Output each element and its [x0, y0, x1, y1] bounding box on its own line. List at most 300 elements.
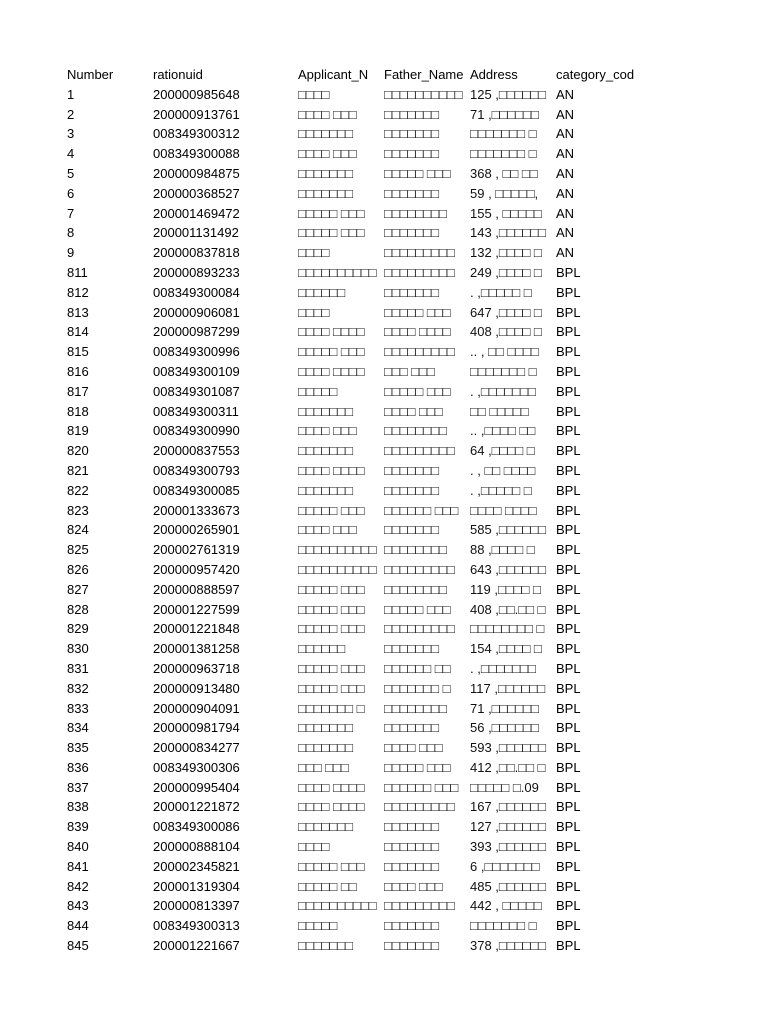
cell-rationuid: 200000963718: [153, 660, 240, 676]
cell-father-name: □□□□ □□□: [384, 740, 443, 756]
cell-address: 143 ,□□□□□□: [470, 225, 547, 241]
cell-number: 8: [67, 225, 75, 241]
cell-applicant-name: □□□□□□□: [298, 185, 353, 201]
cell-father-name: □□□□□□□□: [384, 542, 447, 558]
cell-father-name: □□□□□□□: [384, 126, 439, 142]
cell-number: 811: [67, 264, 88, 280]
cell-number: 819: [67, 423, 89, 439]
table-row: [67, 303, 656, 323]
table-row: [67, 916, 656, 936]
cell-number: 828: [67, 601, 89, 617]
cell-applicant-name: □□□□: [298, 86, 330, 102]
cell-number: 822: [67, 482, 89, 498]
cell-rationuid: 200000837553: [153, 443, 240, 459]
cell-father-name: □□□□□□□: [384, 106, 439, 122]
cell-address: 64 ,□□□□ □: [470, 443, 535, 459]
table-row: [67, 184, 656, 204]
cell-father-name: □□□□□□□□□: [384, 621, 455, 637]
cell-applicant-name: □□□□: [298, 304, 330, 320]
cell-father-name: □□□□□□□: [384, 938, 439, 954]
cell-rationuid: 200001381258: [153, 641, 240, 657]
cell-category-code: BPL: [556, 403, 581, 419]
cell-rationuid: 008349300312: [153, 126, 240, 142]
cell-number: 844: [67, 918, 89, 934]
cell-rationuid: 200000985648: [153, 86, 240, 102]
cell-category-code: BPL: [556, 522, 581, 538]
cell-address: 71 ,□□□□□□: [470, 106, 539, 122]
cell-address: 393 ,□□□□□□: [470, 839, 547, 855]
cell-number: 825: [67, 542, 89, 558]
cell-applicant-name: □□□□□□□□□□: [298, 542, 377, 558]
cell-address: .. ,□□□□ □□: [470, 423, 536, 439]
table-row: [67, 441, 656, 461]
cell-address: 408 ,□□.□□ □: [470, 601, 546, 617]
header-applicant-name: Applicant_N: [298, 67, 369, 82]
cell-address: 125 ,□□□□□□: [470, 86, 547, 102]
table-row: [67, 936, 656, 956]
cell-number: 835: [67, 740, 89, 756]
cell-father-name: □□□□□□□□□: [384, 898, 455, 914]
cell-category-code: BPL: [556, 462, 581, 478]
cell-father-name: □□□□□□□: [384, 284, 439, 300]
cell-father-name: □□□□□ □□□: [384, 304, 451, 320]
cell-category-code: AN: [556, 126, 575, 142]
cell-rationuid: 200001221872: [153, 799, 240, 815]
cell-applicant-name: □□□□□□□□□□: [298, 898, 377, 914]
cell-category-code: AN: [556, 245, 575, 261]
cell-father-name: □□□□ □□□: [384, 878, 443, 894]
cell-number: 839: [67, 819, 89, 835]
cell-category-code: AN: [556, 106, 575, 122]
cell-number: 820: [67, 443, 89, 459]
cell-father-name: □□□□□□□□: [384, 581, 447, 597]
cell-address: 378 ,□□□□□□: [470, 938, 547, 954]
cell-applicant-name: □□□□□□□: [298, 482, 353, 498]
cell-rationuid: 200001469472: [153, 205, 240, 221]
table-row: [67, 402, 656, 422]
cell-father-name: □□□□□□□: [384, 146, 439, 162]
cell-address: □□□□□□□ □: [470, 363, 537, 379]
cell-category-code: AN: [556, 185, 575, 201]
cell-father-name: □□□□□□□□: [384, 423, 447, 439]
cell-category-code: BPL: [556, 502, 581, 518]
cell-number: 815: [67, 344, 89, 360]
table-row: [67, 421, 656, 441]
cell-applicant-name: □□□□□□□: [298, 720, 353, 736]
header-address: Address: [470, 67, 518, 82]
cell-applicant-name: □□□□□□: [298, 284, 346, 300]
cell-address: 132 ,□□□□ □: [470, 245, 542, 261]
table-row: [67, 144, 656, 164]
table-row: [67, 837, 656, 857]
cell-father-name: □□□□□□□: [384, 462, 439, 478]
cell-number: 817: [67, 383, 89, 399]
cell-rationuid: 008349300086: [153, 819, 240, 835]
cell-father-name: □□□□□ □□□: [384, 601, 451, 617]
table-row: [67, 501, 656, 521]
cell-father-name: □□□□□□□□□: [384, 264, 455, 280]
cell-rationuid: 200001227599: [153, 601, 240, 617]
cell-rationuid: 200000813397: [153, 898, 240, 914]
cell-applicant-name: □□□□□ □□□: [298, 205, 365, 221]
table-row: [67, 738, 656, 758]
cell-category-code: AN: [556, 165, 575, 181]
cell-address: □□ □□□□□: [470, 403, 529, 419]
cell-rationuid: 200000957420: [153, 561, 240, 577]
cell-applicant-name: □□□□ □□□□: [298, 363, 365, 379]
cell-rationuid: 008349300109: [153, 363, 240, 379]
cell-number: 1: [67, 86, 75, 102]
cell-father-name: □□□□□□□ □: [384, 680, 451, 696]
table-row: [67, 659, 656, 679]
cell-applicant-name: □□□□□ □□□: [298, 858, 365, 874]
cell-address: 585 ,□□□□□□: [470, 522, 547, 538]
table-row: [67, 461, 656, 481]
cell-category-code: BPL: [556, 819, 581, 835]
table-body: [67, 85, 656, 956]
cell-father-name: □□□□□□ □□: [384, 660, 451, 676]
cell-number: 837: [67, 779, 89, 795]
cell-father-name: □□□□□□□: [384, 858, 439, 874]
cell-address: □□□□□□□ □: [470, 126, 537, 142]
cell-number: 7: [67, 205, 75, 221]
table-row: [67, 639, 656, 659]
cell-address: 117 ,□□□□□□: [470, 680, 546, 696]
cell-category-code: BPL: [556, 264, 581, 280]
cell-category-code: BPL: [556, 324, 581, 340]
cell-applicant-name: □□□□□□□: [298, 403, 353, 419]
cell-applicant-name: □□□□ □□□: [298, 522, 357, 538]
cell-father-name: □□□□□□□: [384, 185, 439, 201]
cell-rationuid: 200000893233: [153, 264, 240, 280]
cell-applicant-name: □□□□□□□: [298, 443, 353, 459]
cell-father-name: □□□□□□□: [384, 819, 439, 835]
cell-father-name: □□□□□□□□□□: [384, 86, 463, 102]
cell-category-code: BPL: [556, 284, 581, 300]
cell-category-code: BPL: [556, 383, 581, 399]
cell-rationuid: 200000984875: [153, 165, 240, 181]
table-row: [67, 857, 656, 877]
cell-number: 827: [67, 581, 89, 597]
cell-number: 5: [67, 165, 75, 181]
cell-number: 3: [67, 126, 75, 142]
cell-category-code: AN: [556, 86, 575, 102]
cell-rationuid: 200000913480: [153, 680, 240, 696]
cell-rationuid: 008349300306: [153, 759, 240, 775]
cell-address: . ,□□□□□ □: [470, 482, 532, 498]
cell-number: 845: [67, 938, 89, 954]
table-row: [67, 520, 656, 540]
cell-rationuid: 008349300996: [153, 344, 240, 360]
cell-applicant-name: □□□□□ □□□: [298, 225, 365, 241]
cell-number: 840: [67, 839, 89, 855]
cell-father-name: □□□□□□□□: [384, 205, 447, 221]
cell-category-code: BPL: [556, 839, 581, 855]
cell-father-name: □□□□ □□□□: [384, 324, 451, 340]
cell-category-code: BPL: [556, 700, 581, 716]
table-row: [67, 164, 656, 184]
cell-category-code: BPL: [556, 542, 581, 558]
table-row: [67, 263, 656, 283]
table-row: [67, 322, 656, 342]
cell-applicant-name: □□□□□ □□□: [298, 601, 365, 617]
cell-number: 823: [67, 502, 89, 518]
cell-address: 127 ,□□□□□□: [470, 819, 547, 835]
cell-address: □□□□□ □.09: [470, 779, 539, 795]
cell-father-name: □□□□□ □□□: [384, 165, 451, 181]
cell-number: 830: [67, 641, 89, 657]
cell-address: 412 ,□□.□□ □: [470, 759, 546, 775]
cell-rationuid: 200000913761: [153, 106, 240, 122]
header-number: Number: [67, 67, 114, 82]
cell-address: 119 ,□□□□ □: [470, 581, 541, 597]
cell-rationuid: 008349300793: [153, 462, 240, 478]
table-row: [67, 778, 656, 798]
cell-rationuid: 200001319304: [153, 878, 240, 894]
cell-address: 643 ,□□□□□□: [470, 561, 547, 577]
cell-number: 831: [67, 660, 89, 676]
cell-father-name: □□□□□ □□□: [384, 759, 451, 775]
header-row: [67, 65, 656, 85]
cell-father-name: □□□□ □□□: [384, 403, 443, 419]
header-father-name: Father_Name: [384, 67, 464, 82]
cell-rationuid: 008349300085: [153, 482, 240, 498]
cell-category-code: BPL: [556, 898, 581, 914]
cell-category-code: AN: [556, 146, 575, 162]
cell-rationuid: 200001221848: [153, 621, 240, 637]
table-row: [67, 758, 656, 778]
cell-address: . ,□□□□□□□: [470, 660, 536, 676]
cell-category-code: BPL: [556, 938, 581, 954]
cell-category-code: BPL: [556, 858, 581, 874]
cell-category-code: BPL: [556, 759, 581, 775]
cell-father-name: □□□□□□ □□□: [384, 779, 459, 795]
cell-category-code: BPL: [556, 660, 581, 676]
table-row: [67, 481, 656, 501]
cell-number: 814: [67, 324, 89, 340]
cell-father-name: □□□□□□□□: [384, 700, 447, 716]
cell-applicant-name: □□□□□□□: [298, 740, 353, 756]
cell-address: 154 ,□□□□ □: [470, 641, 542, 657]
cell-address: □□□□□□□ □: [470, 146, 537, 162]
cell-address: . , □□ □□□□: [470, 462, 536, 478]
cell-category-code: AN: [556, 205, 575, 221]
cell-rationuid: 200000987299: [153, 324, 240, 340]
cell-category-code: BPL: [556, 581, 581, 597]
table-row: [67, 560, 656, 580]
cell-address: 71 ,□□□□□□: [470, 700, 539, 716]
cell-number: 812: [67, 284, 89, 300]
cell-address: □□□□□□□□ □: [470, 621, 545, 637]
cell-applicant-name: □□□□: [298, 839, 330, 855]
cell-father-name: □□□□□□□□□: [384, 561, 455, 577]
cell-applicant-name: □□□□□□□□□□: [298, 264, 377, 280]
cell-address: 408 ,□□□□ □: [470, 324, 542, 340]
cell-category-code: BPL: [556, 641, 581, 657]
cell-address: 485 ,□□□□□□: [470, 878, 547, 894]
cell-applicant-name: □□□□□ □□□: [298, 502, 365, 518]
cell-number: 833: [67, 700, 89, 716]
cell-address: 593 ,□□□□□□: [470, 740, 547, 756]
cell-applicant-name: □□□□□: [298, 383, 338, 399]
cell-address: 88 ,□□□□ □: [470, 542, 535, 558]
cell-applicant-name: □□□□□ □□□: [298, 660, 365, 676]
table-row: [67, 679, 656, 699]
cell-number: 6: [67, 185, 75, 201]
cell-rationuid: 200000837818: [153, 245, 240, 261]
cell-applicant-name: □□□□□ □□: [298, 878, 357, 894]
table-row: [67, 283, 656, 303]
cell-father-name: □□□□□□□: [384, 482, 439, 498]
cell-category-code: BPL: [556, 304, 581, 320]
cell-address: 647 ,□□□□ □: [470, 304, 542, 320]
spreadsheet-table: [67, 65, 656, 956]
cell-applicant-name: □□□□□□□□□□: [298, 561, 377, 577]
cell-rationuid: 008349300088: [153, 146, 240, 162]
table-row: [67, 204, 656, 224]
cell-father-name: □□□□□□□□□: [384, 344, 455, 360]
cell-applicant-name: □□□□□ □□□: [298, 344, 365, 360]
cell-rationuid: 200000368527: [153, 185, 240, 201]
cell-father-name: □□□□□□□: [384, 918, 439, 934]
cell-applicant-name: □□□□□ □□□: [298, 621, 365, 637]
cell-address: □□□□ □□□□: [470, 502, 537, 518]
table-row: [67, 85, 656, 105]
cell-number: 842: [67, 878, 89, 894]
table-row: [67, 877, 656, 897]
cell-applicant-name: □□□□□□□ □: [298, 700, 365, 716]
cell-category-code: BPL: [556, 363, 581, 379]
cell-number: 824: [67, 522, 89, 538]
cell-number: 821: [67, 462, 89, 478]
cell-address: . ,□□□□□ □: [470, 284, 532, 300]
cell-category-code: BPL: [556, 799, 581, 815]
cell-address: 59 , □□□□□,: [470, 185, 539, 201]
cell-applicant-name: □□□□ □□□□: [298, 462, 365, 478]
cell-number: 4: [67, 146, 75, 162]
cell-number: 826: [67, 561, 89, 577]
table-row: [67, 540, 656, 560]
cell-rationuid: 200002345821: [153, 858, 240, 874]
cell-address: .. , □□ □□□□: [470, 344, 539, 360]
table-row: [67, 124, 656, 144]
cell-applicant-name: □□□□: [298, 245, 330, 261]
cell-address: 368 , □□ □□: [470, 165, 538, 181]
cell-father-name: □□□□□□ □□□: [384, 502, 459, 518]
table-row: [67, 699, 656, 719]
table-row: [67, 382, 656, 402]
cell-address: 6 ,□□□□□□□: [470, 858, 540, 874]
cell-applicant-name: □□□□ □□□: [298, 146, 357, 162]
table-row: [67, 817, 656, 837]
cell-rationuid: 008349300311: [153, 403, 239, 419]
cell-number: 813: [67, 304, 89, 320]
cell-applicant-name: □□□□□□: [298, 641, 346, 657]
cell-rationuid: 008349300084: [153, 284, 240, 300]
cell-number: 818: [67, 403, 89, 419]
cell-category-code: BPL: [556, 720, 581, 736]
cell-rationuid: 200000888597: [153, 581, 240, 597]
table-row: [67, 223, 656, 243]
cell-applicant-name: □□□□ □□□□: [298, 324, 365, 340]
cell-category-code: BPL: [556, 621, 581, 637]
table-row: [67, 243, 656, 263]
cell-rationuid: 200001333673: [153, 502, 240, 518]
cell-applicant-name: □□□□ □□□: [298, 106, 357, 122]
cell-father-name: □□□ □□□: [384, 363, 435, 379]
table-row: [67, 362, 656, 382]
cell-father-name: □□□□□□□□□: [384, 443, 455, 459]
cell-number: 829: [67, 621, 89, 637]
cell-applicant-name: □□□□ □□□□: [298, 799, 365, 815]
cell-category-code: BPL: [556, 601, 581, 617]
table-row: [67, 580, 656, 600]
cell-rationuid: 200000904091: [153, 700, 240, 716]
cell-rationuid: 200000265901: [153, 522, 240, 538]
cell-category-code: BPL: [556, 878, 581, 894]
cell-applicant-name: □□□□ □□□□: [298, 779, 365, 795]
cell-category-code: BPL: [556, 740, 581, 756]
cell-rationuid: 008349301087: [153, 383, 240, 399]
cell-address: 167 ,□□□□□□: [470, 799, 547, 815]
cell-number: 843: [67, 898, 89, 914]
table-row: [67, 105, 656, 125]
cell-rationuid: 200000995404: [153, 779, 240, 795]
cell-applicant-name: □□□□□ □□□: [298, 680, 365, 696]
cell-father-name: □□□□□ □□□: [384, 383, 451, 399]
table-row: [67, 896, 656, 916]
cell-father-name: □□□□□□□□□: [384, 799, 455, 815]
cell-rationuid: 200000906081: [153, 304, 240, 320]
cell-number: 836: [67, 759, 89, 775]
cell-father-name: □□□□□□□: [384, 720, 439, 736]
table-row: [67, 797, 656, 817]
cell-number: 841: [67, 858, 89, 874]
cell-category-code: BPL: [556, 423, 581, 439]
cell-address: . ,□□□□□□□: [470, 383, 536, 399]
cell-rationuid: 008349300313: [153, 918, 240, 934]
cell-applicant-name: □□□□□□□: [298, 126, 353, 142]
cell-category-code: BPL: [556, 680, 581, 696]
cell-rationuid: 200002761319: [153, 542, 240, 558]
cell-applicant-name: □□□□□□□: [298, 938, 353, 954]
cell-rationuid: 008349300990: [153, 423, 240, 439]
table-row: [67, 619, 656, 639]
cell-rationuid: 200001131492: [153, 225, 239, 241]
cell-applicant-name: □□□□□ □□□: [298, 581, 365, 597]
cell-father-name: □□□□□□□□□: [384, 245, 455, 261]
cell-address: 155 , □□□□□: [470, 205, 542, 221]
cell-category-code: BPL: [556, 482, 581, 498]
cell-category-code: BPL: [556, 561, 581, 577]
cell-address: 249 ,□□□□ □: [470, 264, 542, 280]
cell-address: 56 ,□□□□□□: [470, 720, 539, 736]
cell-applicant-name: □□□□□□□: [298, 165, 353, 181]
cell-father-name: □□□□□□□: [384, 641, 439, 657]
cell-father-name: □□□□□□□: [384, 522, 439, 538]
cell-number: 9: [67, 245, 75, 261]
cell-applicant-name: □□□□□: [298, 918, 338, 934]
cell-rationuid: 200000981794: [153, 720, 240, 736]
cell-category-code: BPL: [556, 779, 581, 795]
cell-applicant-name: □□□ □□□: [298, 759, 349, 775]
header-category-code: category_cod: [556, 67, 635, 82]
cell-father-name: □□□□□□□: [384, 225, 439, 241]
cell-category-code: AN: [556, 225, 575, 241]
cell-number: 816: [67, 363, 89, 379]
cell-rationuid: 200000888104: [153, 839, 240, 855]
cell-father-name: □□□□□□□: [384, 839, 439, 855]
